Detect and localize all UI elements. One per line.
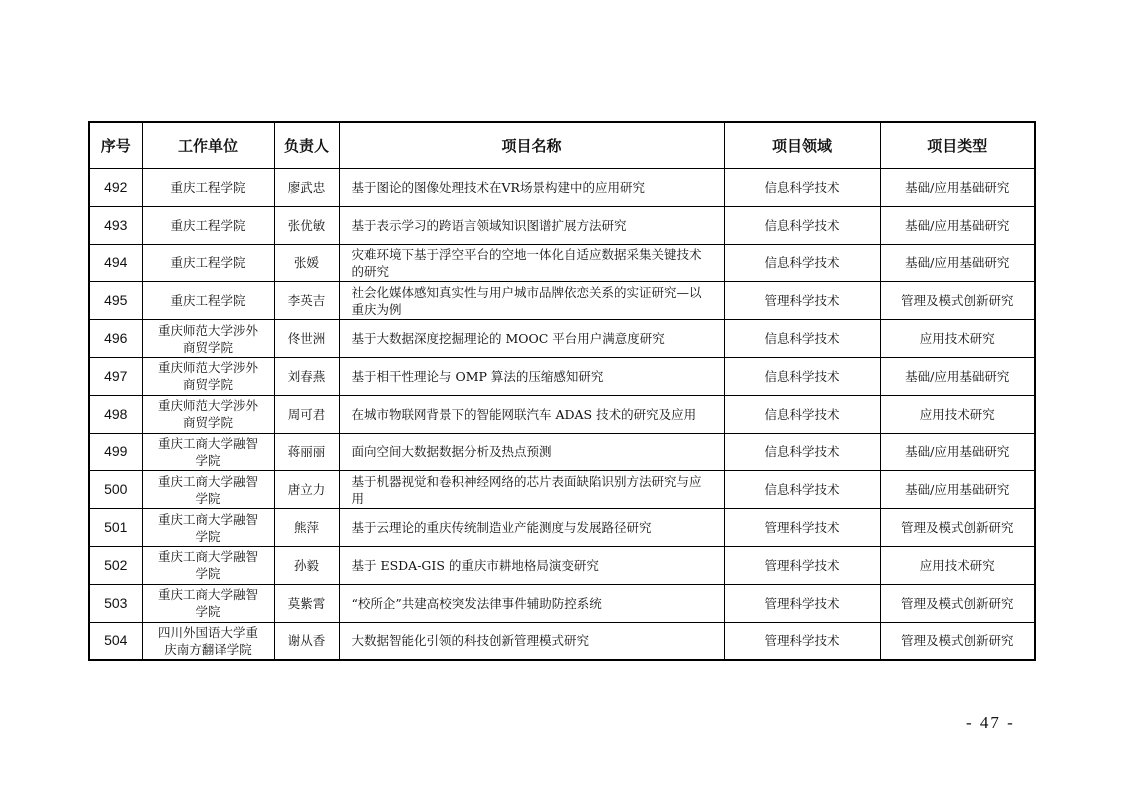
work-unit-cell [142, 357, 274, 395]
header-project-name: 项目名称 [339, 122, 724, 169]
work-unit-cell [142, 546, 274, 584]
serial-number-cell [89, 546, 142, 584]
project-name-cell [339, 622, 724, 660]
project-name-cell-text: 基于图论的图像处理技术在VR场景构建中的应用研究 [351, 179, 645, 195]
person-in-charge-cell [274, 546, 339, 584]
table-row [89, 509, 1035, 547]
project-type-cell-text: 管理及模式创新研究 [900, 633, 1014, 649]
project-field-cell-text: 信息科学技术 [764, 255, 840, 271]
header-row [89, 122, 1035, 169]
work-unit-cell [142, 584, 274, 622]
work-unit-cell-text: 重庆工商大学融智学院 [157, 435, 258, 468]
serial-number-cell [89, 622, 142, 660]
project-name-cell [339, 509, 724, 547]
table-header [89, 122, 1035, 169]
project-field-cell-text: 管理科学技术 [764, 293, 840, 309]
serial-number-cell [89, 169, 142, 207]
project-type-cell [880, 169, 1035, 207]
project-type-cell [880, 471, 1035, 509]
header-project-field: 项目领域 [724, 122, 880, 169]
serial-number-cell-text: 497 [104, 367, 128, 384]
serial-number-cell-text: 501 [104, 519, 128, 536]
project-name-cell-text: 基于相干性理论与 OMP 算法的压缩感知研究 [351, 368, 604, 384]
table-row [89, 357, 1035, 395]
serial-number-cell [89, 357, 142, 395]
project-name-cell-text: 基于大数据深度挖掘理论的 MOOC 平台用户满意度研究 [351, 331, 665, 347]
work-unit-cell-text: 重庆工商大学融智学院 [157, 587, 258, 620]
project-field-cell [724, 320, 880, 358]
work-unit-cell-text: 重庆师范大学涉外商贸学院 [157, 322, 258, 355]
project-name-cell [339, 546, 724, 584]
serial-number-cell [89, 433, 142, 471]
serial-number-cell-text: 492 [104, 178, 128, 195]
project-type-cell [880, 433, 1035, 471]
serial-number-cell-text: 499 [104, 443, 128, 460]
project-type-cell [880, 244, 1035, 282]
person-in-charge-cell [274, 244, 339, 282]
project-field-cell [724, 509, 880, 547]
project-type-cell [880, 584, 1035, 622]
serial-number-cell-text: 493 [104, 216, 128, 233]
project-name-cell [339, 433, 724, 471]
project-type-cell [880, 509, 1035, 547]
table-row [89, 584, 1035, 622]
project-field-cell-text: 管理科学技术 [764, 520, 840, 536]
serial-number-cell-text: 496 [104, 330, 128, 347]
work-unit-cell-text: 重庆工程学院 [170, 255, 246, 271]
work-unit-cell-text: 四川外国语大学重庆南方翻译学院 [157, 624, 258, 657]
serial-number-cell-text: 504 [104, 632, 128, 649]
person-in-charge-cell-text: 蒋丽丽 [287, 444, 326, 460]
header-person-in-charge: 负责人 [274, 122, 339, 169]
project-name-cell-text: 面向空间大数据数据分析及热点预测 [351, 444, 552, 460]
project-name-cell [339, 471, 724, 509]
person-in-charge-cell-text: 李英吉 [287, 293, 326, 309]
project-field-cell-text: 信息科学技术 [764, 331, 840, 347]
project-name-cell-text: 基于云理论的重庆传统制造业产能测度与发展路径研究 [351, 520, 652, 536]
project-field-cell [724, 622, 880, 660]
person-in-charge-cell [274, 206, 339, 244]
serial-number-cell [89, 395, 142, 433]
person-in-charge-cell-text: 廖武忠 [287, 179, 326, 195]
header-work-unit: 工作单位 [142, 122, 274, 169]
project-name-cell [339, 169, 724, 207]
project-name-cell [339, 244, 724, 282]
project-name-cell-text: 大数据智能化引领的科技创新管理模式研究 [351, 633, 590, 649]
project-name-cell [339, 584, 724, 622]
project-field-cell [724, 244, 880, 282]
project-name-cell-text: 基于表示学习的跨语言领域知识图谱扩展方法研究 [351, 217, 627, 233]
work-unit-cell [142, 169, 274, 207]
project-field-cell-text: 管理科学技术 [764, 633, 840, 649]
project-field-cell [724, 206, 880, 244]
person-in-charge-cell [274, 357, 339, 395]
serial-number-cell [89, 206, 142, 244]
person-in-charge-cell-text: 张优敏 [287, 217, 326, 233]
project-type-cell-text: 管理及模式创新研究 [900, 595, 1014, 611]
serial-number-cell-text: 503 [104, 594, 128, 611]
project-name-cell-text: 基于 ESDA-GIS 的重庆市耕地格局演变研究 [351, 557, 599, 573]
project-type-cell-text: 基础/应用基础研究 [905, 482, 1010, 498]
project-field-cell [724, 357, 880, 395]
project-field-cell-text: 信息科学技术 [764, 444, 840, 460]
work-unit-cell [142, 206, 274, 244]
project-field-cell [724, 282, 880, 320]
project-type-cell [880, 546, 1035, 584]
project-type-cell-text: 应用技术研究 [919, 331, 995, 347]
serial-number-cell [89, 244, 142, 282]
project-type-cell-text: 基础/应用基础研究 [905, 255, 1010, 271]
project-name-cell [339, 395, 724, 433]
project-name-cell [339, 320, 724, 358]
person-in-charge-cell-text: 莫紫霄 [287, 595, 326, 611]
serial-number-cell [89, 471, 142, 509]
project-type-cell-text: 应用技术研究 [919, 406, 995, 422]
project-field-cell [724, 546, 880, 584]
work-unit-cell-text: 重庆工商大学融智学院 [157, 473, 258, 506]
work-unit-cell-text: 重庆工商大学融智学院 [157, 511, 258, 544]
project-type-cell [880, 206, 1035, 244]
project-name-cell-text: 社会化媒体感知真实性与用户城市品牌依恋关系的实证研究—以重庆为例 [351, 284, 702, 317]
person-in-charge-cell-text: 刘春燕 [287, 368, 326, 384]
work-unit-cell [142, 395, 274, 433]
project-field-cell-text: 信息科学技术 [764, 482, 840, 498]
person-in-charge-cell [274, 509, 339, 547]
serial-number-cell-text: 500 [104, 481, 128, 498]
project-type-cell [880, 395, 1035, 433]
person-in-charge-cell [274, 282, 339, 320]
project-type-cell [880, 622, 1035, 660]
project-name-cell-text: “校所企”共建高校突发法律事件辅助防控系统 [351, 595, 602, 611]
person-in-charge-cell [274, 433, 339, 471]
project-type-cell-text: 基础/应用基础研究 [905, 444, 1010, 460]
person-in-charge-cell-text: 张媛 [293, 255, 319, 271]
person-in-charge-cell-text: 唐立力 [287, 482, 326, 498]
serial-number-cell-text: 502 [104, 556, 128, 573]
serial-number-cell-text: 495 [104, 292, 128, 309]
table-row [89, 622, 1035, 660]
serial-number-cell-text: 494 [104, 254, 128, 271]
table-row [89, 395, 1035, 433]
project-type-cell-text: 管理及模式创新研究 [900, 520, 1014, 536]
table-row [89, 282, 1035, 320]
project-field-cell-text: 管理科学技术 [764, 557, 840, 573]
work-unit-cell [142, 320, 274, 358]
person-in-charge-cell-text: 佟世洲 [287, 331, 326, 347]
table-body [89, 169, 1035, 661]
person-in-charge-cell [274, 169, 339, 207]
project-type-cell [880, 357, 1035, 395]
table-row [89, 471, 1035, 509]
project-field-cell [724, 395, 880, 433]
table-row [89, 546, 1035, 584]
serial-number-cell [89, 584, 142, 622]
page-number: - 47 - [966, 713, 1015, 732]
work-unit-cell-text: 重庆师范大学涉外商贸学院 [157, 398, 258, 431]
serial-number-cell [89, 509, 142, 547]
work-unit-cell [142, 244, 274, 282]
work-unit-cell-text: 重庆工程学院 [170, 179, 246, 195]
work-unit-cell [142, 471, 274, 509]
person-in-charge-cell-text: 周可君 [287, 406, 326, 422]
project-name-cell-text: 在城市物联网背景下的智能网联汽车 ADAS 技术的研究及应用 [351, 406, 697, 422]
person-in-charge-cell-text: 熊萍 [293, 520, 319, 536]
project-type-cell-text: 基础/应用基础研究 [905, 368, 1010, 384]
person-in-charge-cell [274, 471, 339, 509]
project-type-cell [880, 320, 1035, 358]
project-type-cell-text: 管理及模式创新研究 [900, 293, 1014, 309]
work-unit-cell-text: 重庆工程学院 [170, 293, 246, 309]
header-serial-number: 序号 [89, 122, 142, 169]
serial-number-cell-text: 498 [104, 405, 128, 422]
person-in-charge-cell [274, 584, 339, 622]
table-row [89, 320, 1035, 358]
project-type-cell [880, 282, 1035, 320]
project-field-cell [724, 471, 880, 509]
work-unit-cell-text: 重庆工商大学融智学院 [157, 549, 258, 582]
project-name-cell [339, 357, 724, 395]
project-field-cell [724, 433, 880, 471]
project-type-cell-text: 基础/应用基础研究 [905, 179, 1010, 195]
project-field-cell-text: 信息科学技术 [764, 406, 840, 422]
person-in-charge-cell-text: 孙毅 [293, 557, 319, 573]
work-unit-cell-text: 重庆师范大学涉外商贸学院 [157, 360, 258, 393]
work-unit-cell-text: 重庆工程学院 [170, 217, 246, 233]
project-name-cell [339, 282, 724, 320]
person-in-charge-cell [274, 622, 339, 660]
serial-number-cell [89, 320, 142, 358]
work-unit-cell [142, 282, 274, 320]
project-field-cell-text: 管理科学技术 [764, 595, 840, 611]
table-row [89, 244, 1035, 282]
project-name-cell-text: 灾难环境下基于浮空平台的空地一体化自适应数据采集关键技术的研究 [351, 246, 702, 279]
project-field-cell-text: 信息科学技术 [764, 217, 840, 233]
work-unit-cell [142, 622, 274, 660]
person-in-charge-cell-text: 谢从香 [287, 633, 326, 649]
project-type-cell-text: 应用技术研究 [919, 557, 995, 573]
project-field-cell [724, 169, 880, 207]
project-field-cell [724, 584, 880, 622]
work-unit-cell [142, 433, 274, 471]
project-type-cell-text: 基础/应用基础研究 [905, 217, 1010, 233]
project-name-cell [339, 206, 724, 244]
person-in-charge-cell [274, 320, 339, 358]
project-field-cell-text: 信息科学技术 [764, 368, 840, 384]
serial-number-cell [89, 282, 142, 320]
table-row [89, 206, 1035, 244]
table-row [89, 433, 1035, 471]
table-row [89, 169, 1035, 207]
project-table [88, 121, 1036, 661]
project-name-cell-text: 基于机器视觉和卷积神经网络的芯片表面缺陷识别方法研究与应用 [351, 473, 702, 506]
work-unit-cell [142, 509, 274, 547]
project-field-cell-text: 信息科学技术 [764, 179, 840, 195]
person-in-charge-cell [274, 395, 339, 433]
header-project-type: 项目类型 [880, 122, 1035, 169]
